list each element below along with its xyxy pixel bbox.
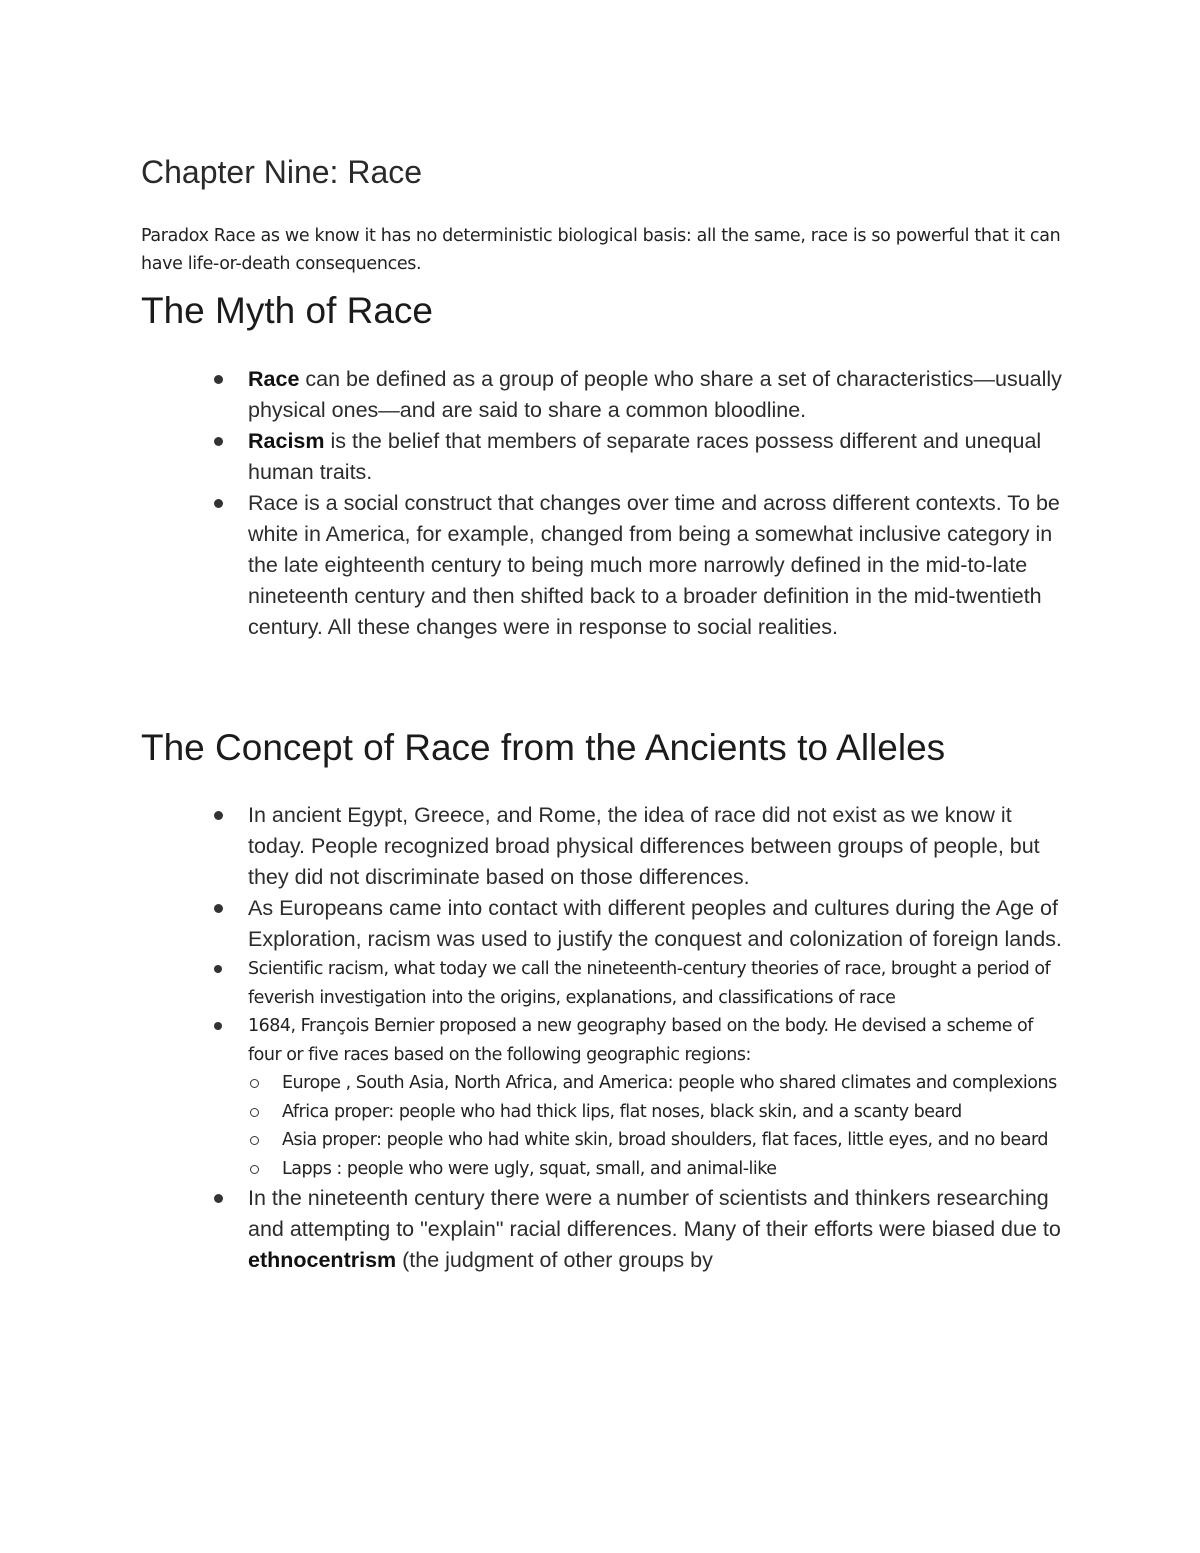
sublist-item-asia	[248, 1126, 1068, 1155]
chapter-title: Chapter Nine: Race	[141, 154, 423, 190]
concept-of-race-list	[248, 800, 1068, 1276]
bullet-icon	[214, 499, 223, 508]
section-heading-concept-of-race: The Concept of Race from the Ancients to Alleles	[141, 727, 946, 768]
list-item-scientific-racism	[248, 955, 1068, 1012]
bullet-icon	[214, 1194, 223, 1203]
circle-bullet-icon	[250, 1079, 259, 1088]
list-item-bernier	[248, 1012, 1068, 1183]
list-item-social-construct	[248, 488, 1068, 643]
sublist-item-text: Asia proper: people who had white skin, broad shoulders, flat faces, little eyes, and no beard	[282, 1130, 1049, 1150]
list-item-text: Scientific racism, what today we call the nineteenth-century theories of race, brought a period of feverish investigation into the origins, explanations, and classifications of race	[248, 959, 1051, 1008]
circle-bullet-icon	[250, 1108, 259, 1117]
bullet-icon	[214, 811, 223, 820]
myth-of-race-list	[248, 364, 1068, 643]
list-item-text-after: (the judgment of other groups by	[396, 1248, 713, 1272]
bullet-icon	[214, 965, 222, 973]
sublist-item-lapps	[248, 1155, 1068, 1184]
sublist-item-europe	[248, 1069, 1068, 1098]
sublist-item-text: Europe , South Asia, North Africa, and America: people who shared climates and complexions	[282, 1073, 1057, 1093]
term-ethnocentrism: ethnocentrism	[248, 1248, 397, 1272]
list-item-text: In the nineteenth century there were a number of scientists and thinkers researching and attempting to "explain" racial differences. Many of their efforts were biased due to	[248, 1186, 1061, 1241]
list-item-race-definition	[248, 364, 1068, 426]
bullet-icon	[214, 437, 223, 446]
bullet-icon	[214, 1022, 222, 1030]
term-race: Race	[248, 367, 300, 391]
term-racism: Racism	[248, 429, 325, 453]
intro-paragraph: Paradox Race as we know it has no deterministic biological basis: all the same, race is so powerful that it can have life-or-death consequences.	[141, 226, 1061, 274]
sublist-item-text: Lapps : people who were ugly, squat, small, and animal-like	[282, 1158, 777, 1179]
bernier-regions-sublist	[248, 1069, 1068, 1183]
circle-bullet-icon	[250, 1136, 259, 1145]
list-item-text: As Europeans came into contact with different peoples and cultures during the Age of Exploration, racism was used to justify the conquest and colonization of foreign lands.	[248, 896, 1062, 951]
list-item-nineteenth-century-scientists	[248, 1183, 1068, 1276]
list-item-text: 1684, François Bernier proposed a new geography based on the body. He devised a scheme of four or five races based on the following geographic regions:	[248, 1016, 1033, 1065]
sublist-item-africa	[248, 1098, 1068, 1127]
list-item-racism-definition	[248, 426, 1068, 488]
bullet-icon	[214, 375, 223, 384]
section-heading-myth-of-race: The Myth of Race	[141, 290, 434, 331]
list-item-text: Race is a social construct that changes over time and across different contexts. To be white in America, for example, changed from being a somewhat inclusive category in the late eighteenth century to being much more narrowly defined in the mid-to-late nineteenth century and then shifted back to a broader definition in the mid-twentieth century. All these changes were in response to social realities.	[248, 491, 1060, 639]
list-item-text: is the belief that members of separate races possess different and unequal human traits.	[248, 429, 1042, 484]
bullet-icon	[214, 904, 223, 913]
list-item-age-of-exploration	[248, 893, 1068, 955]
list-item-text: In ancient Egypt, Greece, and Rome, the idea of race did not exist as we know it today. People recognized broad physical differences between groups of people, but they did not discriminate based on those differences.	[248, 803, 1040, 889]
circle-bullet-icon	[250, 1165, 259, 1174]
list-item-ancient-civilizations	[248, 800, 1068, 893]
sublist-item-text: Africa proper: people who had thick lips, flat noses, black skin, and a scanty beard	[282, 1101, 962, 1122]
list-item-text: can be defined as a group of people who share a set of characteristics—usually physical ones—and are said to share a common bloodline.	[248, 367, 1062, 422]
